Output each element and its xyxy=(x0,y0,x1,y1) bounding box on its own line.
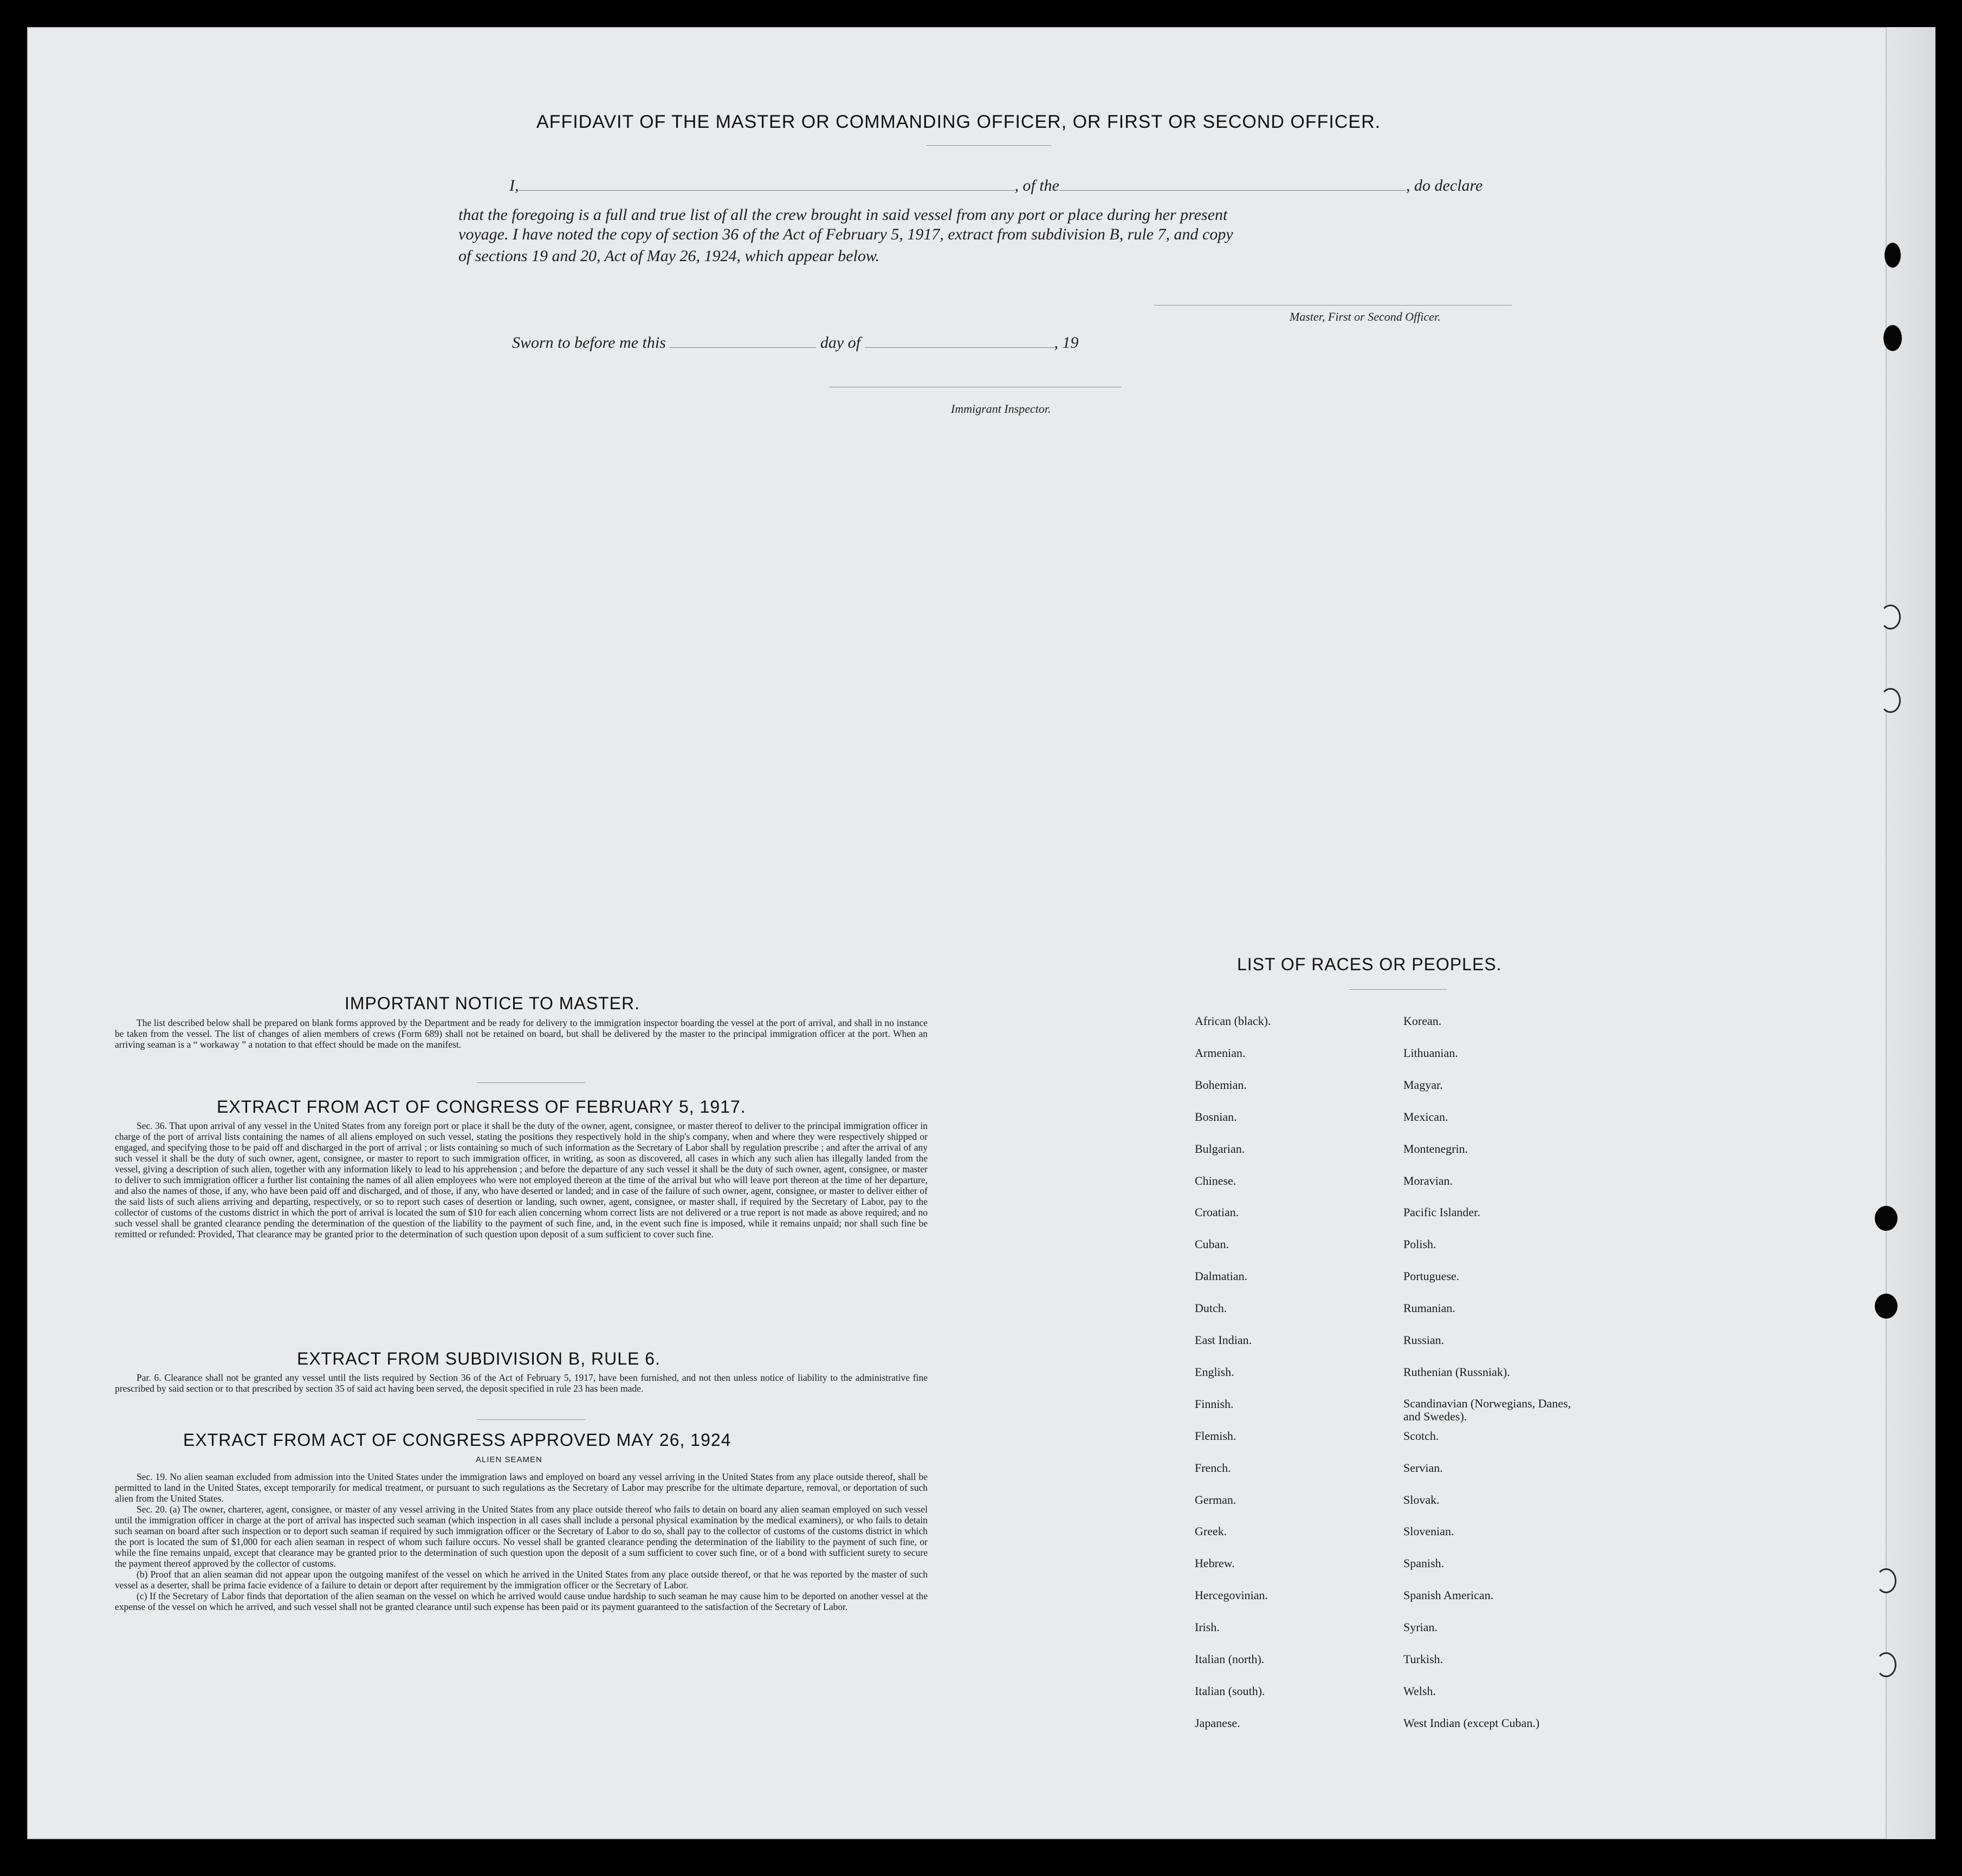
race-item: Spanish. xyxy=(1403,1556,1445,1570)
divider xyxy=(1349,989,1447,990)
sworn-line xyxy=(512,334,1090,352)
sworn-month-field[interactable] xyxy=(865,335,1054,348)
race-item: Hebrew. xyxy=(1195,1556,1235,1570)
affidavit-text-line: of sections 19 and 20, Act of May 26, 1924, which appear below. xyxy=(458,247,880,265)
race-item: Armenian. xyxy=(1195,1046,1246,1060)
rule6-title: EXTRACT FROM SUBDIVISION B, RULE 6. xyxy=(297,1349,661,1368)
affidavit-title: AFFIDAVIT OF THE MASTER OR COMMANDING OFFICER, OR FIRST OR SECOND OFFICER. xyxy=(536,112,1381,132)
notice-body: The list described below shall be prepared on blank forms approved by the Department and be ready for delivery to the immigration inspector boarding the vessel at the port of arrival, and shall in no instance be taken from the vessel. The list of changes of alien members of crews (Form 689) shall not be retained on board, but shall be delivered by the master to the principal immigration officer at the port. When an arriving seaman is a “ workaway ” a notation to that effect should be made on the manifest. xyxy=(115,1017,928,1050)
race-item: Scandinavian (Norwegians, Danes, and Swedes). xyxy=(1403,1396,1571,1423)
race-item: Ruthenian (Russniak). xyxy=(1403,1365,1510,1379)
race-item: Dalmatian. xyxy=(1195,1269,1248,1283)
page-edge xyxy=(1886,27,1935,1839)
race-item: Portuguese. xyxy=(1403,1269,1460,1283)
race-item: Hercegovinian. xyxy=(1195,1588,1268,1602)
race-item: Irish. xyxy=(1195,1620,1220,1634)
divider xyxy=(927,145,1051,146)
binder-hole xyxy=(1876,1652,1896,1677)
race-item: German. xyxy=(1195,1492,1236,1507)
do-declare-label: , do declare xyxy=(1406,177,1483,194)
day-of-label: day of xyxy=(820,334,861,352)
affidavit-declaration-line xyxy=(509,177,1482,195)
race-item: Italian (south). xyxy=(1195,1684,1265,1698)
affidavit-text-line: that the foregoing is a full and true list of all the crew brought in said vessel from any port or place during her present xyxy=(458,206,1228,224)
race-item: Mexican. xyxy=(1403,1109,1448,1124)
race-item: Welsh. xyxy=(1403,1684,1436,1698)
sworn-year-field[interactable] xyxy=(1079,336,1090,348)
race-item: Turkish. xyxy=(1403,1652,1443,1666)
race-item: French. xyxy=(1195,1460,1231,1475)
master-signature-line[interactable] xyxy=(1154,305,1512,306)
race-item: Bulgarian. xyxy=(1195,1141,1245,1156)
race-item: Lithuanian. xyxy=(1403,1046,1458,1060)
race-item: Finnish. xyxy=(1195,1397,1234,1411)
race-item: Montenegrin. xyxy=(1403,1141,1468,1156)
race-item: Bohemian. xyxy=(1195,1077,1247,1092)
inspector-signature-label: Immigrant Inspector. xyxy=(951,402,1051,416)
race-item: African (black). xyxy=(1195,1014,1271,1028)
race-item: East Indian. xyxy=(1195,1333,1252,1347)
race-item: Magyar. xyxy=(1403,1077,1443,1092)
race-item: Dutch. xyxy=(1195,1301,1227,1315)
extract-1917-title: EXTRACT FROM ACT OF CONGRESS OF FEBRUARY 5, 1917. xyxy=(217,1097,746,1116)
race-item: Slovak. xyxy=(1403,1492,1440,1507)
extract-1924-body xyxy=(115,1471,928,1612)
extract-1924-title: EXTRACT FROM ACT OF CONGRESS APPROVED MAY 26, 1924 xyxy=(183,1430,731,1450)
declarant-label: I, xyxy=(509,177,519,194)
extract-1924-subtitle: ALIEN SEAMEN xyxy=(476,1455,542,1464)
race-item: Italian (north). xyxy=(1195,1652,1265,1666)
section-20a: Sec. 20. (a) The owner, charterer, agent, consignee, or master of any vessel arriving in the United States from any place outside thereof who fails to detain on board any alien seaman employed on such vessel until the immigration officer in charge at the port of arrival has inspected such seaman (which inspection in all cases shall include a personal physical examination by the medical examiners), or who fails to detain such seaman on board after such inspection or to deport such seaman if required by such immigration officer or the Secretary of Labor to do so, shall pay to the collector of customs of the customs district in which the port is located the sum of $1,000 for each alien seaman in respect of whom such failure occurs. No vessel shall be granted clearance pending the determination of the liability to the payment of such fine, or while the fine remains unpaid, except that clearance may be granted prior to the determination of such question upon the deposit of a sum sufficient to cover such fine, or of a bond with sufficient surety to secure the payment thereof approved by the collector of customs. xyxy=(115,1504,928,1569)
section-20b: (b) Proof that an alien seaman did not appear upon the outgoing manifest of the vessel on which he arrived in the United States from any place outside thereof, or that he was reported by the master of such vessel as a deserter, shall be prima facie evidence of a failure to detain or deport after requirement by the immigration officer or the Secretary of Labor. xyxy=(115,1569,928,1591)
race-item: Croatian. xyxy=(1195,1205,1239,1219)
section-19: Sec. 19. No alien seaman excluded from admission into the United States under the immigration laws and employed on board any vessel arriving in the United States from any place outside thereof, shall be permitted to land in the United States, except temporarily for medical treatment, or pursuant to such regulations as the Secretary of Labor may prescribe for the ultimate departure, removal, or deportation of such alien from the United States. xyxy=(115,1471,928,1504)
affidavit-text-line: voyage. I have noted the copy of section 36 of the Act of February 5, 1917, extract from subdivision B, rule 7, and copy xyxy=(458,225,1233,243)
race-item: Rumanian. xyxy=(1403,1301,1455,1315)
of-the-label: , of the xyxy=(1014,177,1059,194)
race-item: Scotch. xyxy=(1403,1429,1439,1443)
notice-title: IMPORTANT NOTICE TO MASTER. xyxy=(345,994,640,1013)
binder-hole xyxy=(1875,1206,1898,1231)
master-signature-label: Master, First or Second Officer. xyxy=(1290,310,1441,323)
binder-hole xyxy=(1880,688,1901,713)
race-item: Flemish. xyxy=(1195,1429,1236,1443)
race-item: Syrian. xyxy=(1403,1620,1437,1634)
race-item: Greek. xyxy=(1195,1524,1227,1539)
sworn-day-field[interactable] xyxy=(670,335,816,348)
divider xyxy=(477,1082,585,1083)
declarant-name-field[interactable] xyxy=(519,178,1015,191)
race-item: Polish. xyxy=(1403,1237,1436,1251)
races-title: LIST OF RACES OR PEOPLES. xyxy=(1237,955,1502,974)
year-label: , 19 xyxy=(1054,334,1079,352)
race-item: Japanese. xyxy=(1195,1716,1240,1730)
race-item: Korean. xyxy=(1403,1014,1442,1028)
binder-hole xyxy=(1880,605,1901,629)
binder-hole xyxy=(1885,243,1901,268)
binder-hole xyxy=(1875,1294,1898,1319)
race-item: Moravian. xyxy=(1403,1173,1453,1187)
race-item: Bosnian. xyxy=(1195,1109,1237,1124)
binder-hole xyxy=(1876,1568,1896,1593)
race-item: Spanish American. xyxy=(1403,1588,1494,1602)
race-item: Servian. xyxy=(1403,1460,1443,1475)
rule6-body: Par. 6. Clearance shall not be granted any vessel until the lists required by Section 36 of the Act of February 5, 1917, have been furnished, and not then unless notice of liability to the administrative fine prescribed by said section or to that prescribed by section 35 of said act having been served, the deposit specified in rule 23 has been made. xyxy=(115,1372,928,1394)
binder-hole xyxy=(1883,325,1902,351)
extract-1917-body: Sec. 36. That upon arrival of any vessel in the United States from any foreign port or place it shall be the duty of the owner, agent, consignee, or master thereof to deliver to the principal immigration officer in charge of the port of arrival lists containing the names of all aliens employed on such vessel, stating the positions they respectively hold in the ship's company, when and where they were respectively shipped or engaged, and specifying those to be paid off and discharged in the port of arrival ; or lists containing so much of such information as the Secretary of Labor shall by regulation prescribe ; and after the arrival of any such vessel it shall be the duty of such owner, agent, consignee, or master to report to such immigration officer, in writing, as soon as discovered, all cases in which any such alien has illegally landed from the vessel, giving a description of such alien, together with any information likely to lead to his apprehension ; and before the departure of any such vessel it shall be the duty of such owner, agent, consignee, or master to deliver to such immigration officer a further list containing the names of all alien employees who were not employed thereon at the time of the arrival but who will leave port thereon at the time of her departure, and also the names of those, if any, who have been paid off and discharged, and of those, if any, who have deserted or landed; and in case of the failure of such owner, agent, consignee, or master to deliver either of the said lists of such aliens arriving and departing, respectively, or so to report such cases of desertion or landing, such owner, agent, consignee, or master shall, if required by the Secretary of Labor, pay to the collector of customs of the customs district in which the port of arrival is located the sum of $10 for each alien concerning whom correct lists are not delivered or a true report is not made as above required; and no such vessel shall be granted clearance pending the determination of the question of the liability to the payment of such fine, and, in the event such fine is imposed, while it remains unpaid; nor shall such fine be remitted or refunded: Provided, That clearance may be granted prior to the determination of such question upon deposit of a sum sufficient to cover such fine. xyxy=(115,1120,928,1239)
race-item: Slovenian. xyxy=(1403,1524,1454,1539)
section-20c: (c) If the Secretary of Labor finds that deportation of the alien seaman on the vessel on which he arrived would cause undue hardship to such seaman he may cause him to be deported on another vessel at the expense of the vessel on which he arrived, and such vessel shall not be granted clearance until such expense has been paid or its payment guaranteed to the satisfaction of the Secretary of Labor. xyxy=(115,1591,928,1612)
race-item: English. xyxy=(1195,1365,1234,1379)
vessel-name-field[interactable] xyxy=(1059,178,1406,191)
race-item: Cuban. xyxy=(1195,1237,1229,1251)
race-item: West Indian (except Cuban.) xyxy=(1403,1716,1540,1730)
race-item: Chinese. xyxy=(1195,1173,1236,1187)
sworn-label: Sworn to before me this xyxy=(512,334,666,352)
race-item: Pacific Islander. xyxy=(1403,1205,1480,1219)
divider xyxy=(477,1419,585,1420)
race-item: Russian. xyxy=(1403,1333,1445,1347)
